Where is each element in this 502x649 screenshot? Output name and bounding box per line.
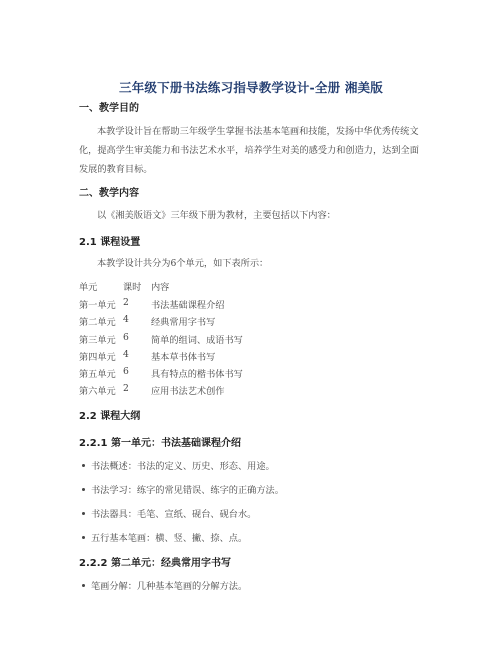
list-item: 书法概述：书法的定义、历史、形态、用途。 bbox=[82, 458, 275, 472]
table-cell: 具有特点的楷书体书写 bbox=[151, 369, 243, 380]
section-heading-teaching-purpose: 一、教学目的 bbox=[79, 103, 139, 114]
table-cell: 6 bbox=[123, 366, 129, 377]
table-cell: 第六单元 bbox=[79, 386, 116, 397]
table-cell: 第四单元 bbox=[79, 352, 116, 363]
list-item: 书法学习：练字的常见错误、练字的正确方法。 bbox=[82, 482, 284, 496]
table-cell: 经典常用字书写 bbox=[151, 317, 216, 328]
table-cell: 4 bbox=[123, 314, 129, 325]
table-cell: 基本草书体书写 bbox=[151, 352, 216, 363]
list-item: 五行基本笔画：横、竖、撇、捺、点。 bbox=[82, 530, 247, 544]
teaching-content-paragraph: 以《湘美版语文》三年级下册为教材，主要包括以下内容： bbox=[97, 210, 336, 221]
table-header-cell: 内容 bbox=[151, 282, 170, 293]
list-item: 笔画分解：几种基本笔画的分解方法。 bbox=[82, 578, 247, 592]
bullet-dot-icon bbox=[82, 464, 85, 467]
bullet-dot-icon bbox=[82, 488, 85, 491]
table-cell: 应用书法艺术创作 bbox=[151, 386, 225, 397]
table-header-cell: 课时 bbox=[123, 282, 142, 293]
section-heading-teaching-content: 二、教学内容 bbox=[79, 188, 139, 199]
table-cell: 2 bbox=[123, 383, 129, 394]
course-setup-paragraph: 本教学设计共分为6个单元，如下表所示： bbox=[97, 258, 269, 269]
table-cell: 4 bbox=[123, 349, 129, 360]
bullet-dot-icon bbox=[82, 536, 85, 539]
table-header-cell: 单元 bbox=[79, 282, 98, 293]
list-item: 书法器具：毛笔、宣纸、砚台、砚台水。 bbox=[82, 506, 256, 520]
bullet-dot-icon bbox=[82, 584, 85, 587]
table-cell: 第五单元 bbox=[79, 369, 116, 380]
table-cell: 第三单元 bbox=[79, 335, 116, 346]
subsection-heading-unit-two: 2.2.2 第二单元：经典常用字书写 bbox=[79, 558, 231, 569]
subsection-heading-unit-one: 2.2.1 第一单元：书法基础课程介绍 bbox=[79, 438, 241, 449]
table-cell: 6 bbox=[123, 332, 129, 343]
table-cell: 第二单元 bbox=[79, 317, 116, 328]
table-cell: 书法基础课程介绍 bbox=[151, 300, 225, 311]
table-cell: 2 bbox=[123, 297, 129, 308]
subsection-heading-course-outline: 2.2 课程大纲 bbox=[79, 411, 141, 422]
teaching-purpose-paragraph: 本教学设计旨在帮助三年级学生掌握书法基本笔画和技能，发扬中华优秀传统文化，提高学生审美能力和书法艺术水平，培养学生对美的感受力和创造力，达到全面发展的教育目标。 bbox=[79, 126, 419, 175]
table-cell: 简单的组词、成语书写 bbox=[151, 335, 243, 346]
bullet-dot-icon bbox=[82, 512, 85, 515]
page-title: 三年级下册书法练习指导教学设计-全册 湘美版 bbox=[119, 80, 383, 95]
table-cell: 第一单元 bbox=[79, 300, 116, 311]
subsection-heading-course-setup: 2.1 课程设置 bbox=[79, 237, 141, 248]
